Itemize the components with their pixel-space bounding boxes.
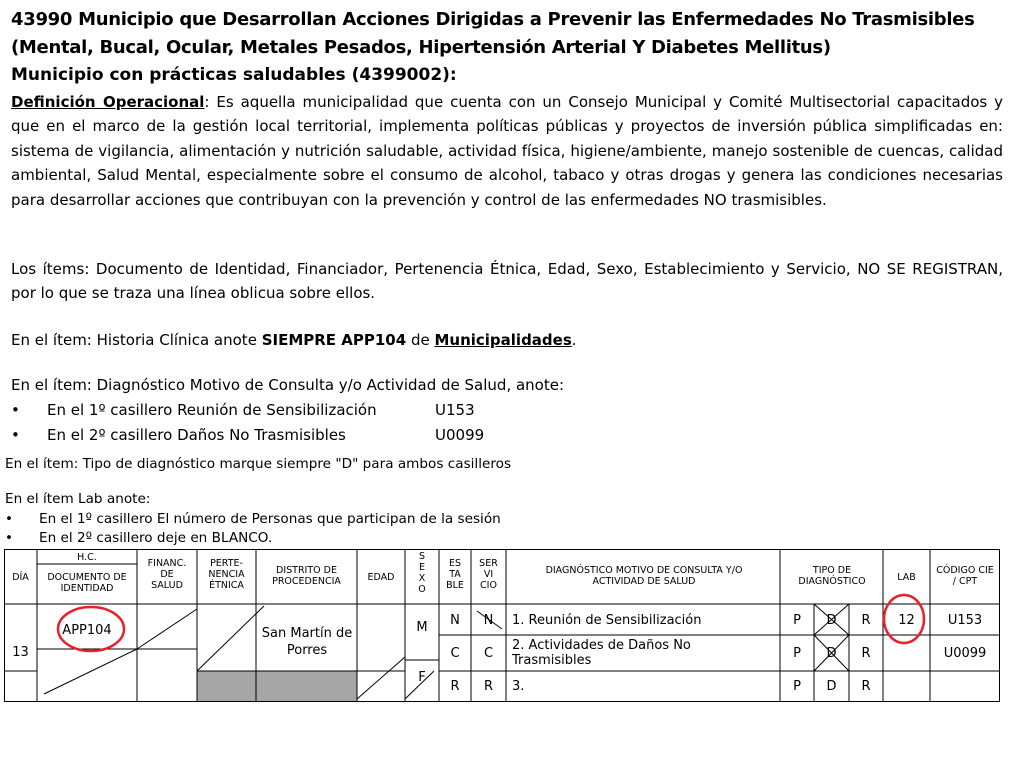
lab-item: • En el 2º casillero deje en BLANCO.	[5, 530, 273, 546]
diagnosis-item: • En el 1º casillero Reunión de Sensibilización U153	[11, 401, 475, 419]
header-pertenencia: PERTE- NENCIA ÉTNICA	[208, 558, 245, 591]
header-edad: EDAD	[367, 572, 395, 583]
cell-dia: 13	[12, 645, 29, 660]
definition-text: : Es aquella municipalidad que cuenta con un Consejo Municipal y Comité Multisectorial capacitados y que en el marco de la gestión local territorial, implementa políticas públicas y proyectos de inversión pública simplificadas en: sistema de vigilancia, alimentación y nutrición saludable, actividad física, higiene/ambiente, manejo sostenible de cuencas, calidad ambiental, Salud Mental, especialmente sobre el consumo de alcohol, tabaco y otras drogas y genera las condiciones necesarias para desarrollar acciones que contribuyan con la prevención y control de las enfermedades NO trasmisibles.	[11, 93, 1004, 209]
items-note: Los ítems: Documento de Identidad, Financiador, Pertenencia Étnica, Edad, Sexo, Establecimiento y Servicio, NO SE REGISTRAN, por lo que se traza una línea oblicua sobre ellos.	[11, 260, 1003, 303]
cell-distrito: San Martín de Porres	[261, 626, 353, 658]
cell-est: R	[450, 679, 460, 694]
cell-tipo-r: R	[861, 646, 871, 661]
cell-tipo-p: P	[793, 679, 801, 694]
cell-serv: N	[483, 613, 494, 628]
cell-serv: C	[483, 646, 494, 661]
header-establecimiento: ES TA BLE	[446, 558, 464, 591]
header-documento: DOCUMENTO DE IDENTIDAD	[47, 572, 127, 594]
header-tipo: TIPO DE DIAGNÓSTICO	[798, 565, 866, 587]
tipo-note: En el ítem: Tipo de diagnóstico marque siempre "D" para ambos casilleros	[5, 456, 512, 472]
cell-tipo-d: D	[826, 679, 837, 694]
header-distrito: DISTRITO DE PROCEDENCIA	[272, 565, 341, 587]
cell-tipo-r: R	[861, 613, 871, 628]
lab-intro: En el ítem Lab anote:	[5, 491, 151, 507]
cell-tipo-r: R	[861, 679, 871, 694]
header-codigo: CÓDIGO CIE / CPT	[936, 565, 994, 587]
header-diagnostico: DIAGNÓSTICO MOTIVO DE CONSULTA Y/O ACTIVIDAD DE SALUD	[545, 565, 743, 587]
cell-sexo-f: F	[418, 670, 426, 685]
cell-diag: 2. Actividades de Daños No Trasmisibles	[512, 638, 691, 668]
cell-tipo-p: P	[793, 646, 801, 661]
definition-paragraph	[11, 90, 1003, 212]
diagnosis-item: • En el 2º casillero Daños No Trasmisibles U0099	[11, 426, 485, 444]
header-financ: FINANC. DE SALUD	[147, 558, 187, 591]
cell-sexo-m: M	[416, 620, 428, 635]
header-lab: LAB	[897, 572, 916, 583]
cell-est: N	[450, 613, 460, 628]
diagnosis-intro: En el ítem: Diagnóstico Motivo de Consulta y/o Actividad de Salud, anote:	[11, 376, 565, 394]
header-servicio: SER VI CIO	[479, 558, 498, 591]
cell-tipo-p: P	[793, 613, 801, 628]
hc-note: En el ítem: Historia Clínica anote SIEMPRE APP104 de Municipalidades.	[11, 331, 577, 349]
cell-lab: 12	[898, 613, 915, 628]
registration-form	[4, 549, 1000, 702]
shaded-cell	[197, 671, 256, 702]
definition-term: Definición Operacional	[11, 93, 205, 111]
cell-hc: APP104	[62, 623, 112, 638]
cell-serv: R	[483, 679, 494, 694]
header-dia: DÍA	[12, 572, 29, 583]
header-sexo: S E X O	[418, 551, 426, 595]
cell-est: C	[450, 646, 460, 661]
cell-tipo-d: D	[826, 646, 837, 661]
cell-diag: 3.	[512, 679, 525, 694]
shaded-cell	[256, 671, 357, 702]
cell-diag: 1. Reunión de Sensibilización	[512, 613, 702, 628]
cell-tipo-d: D	[826, 613, 837, 628]
header-hc: H.C.	[77, 552, 97, 563]
lab-item: • En el 1º casillero El número de Personas que participan de la sesión	[5, 511, 501, 527]
section-subtitle: Municipio con prácticas saludables (4399002):	[11, 65, 457, 85]
page-title: 43990 Municipio que Desarrollan Acciones Dirigidas a Prevenir las Enfermedades No Trasmisibles (Mental, Bucal, Ocular, Metales Pesados, Hipertensión Arterial Y Diabetes Mellitus)	[11, 9, 975, 58]
cell-code: U153	[947, 613, 983, 628]
cell-code: U0099	[943, 646, 987, 661]
